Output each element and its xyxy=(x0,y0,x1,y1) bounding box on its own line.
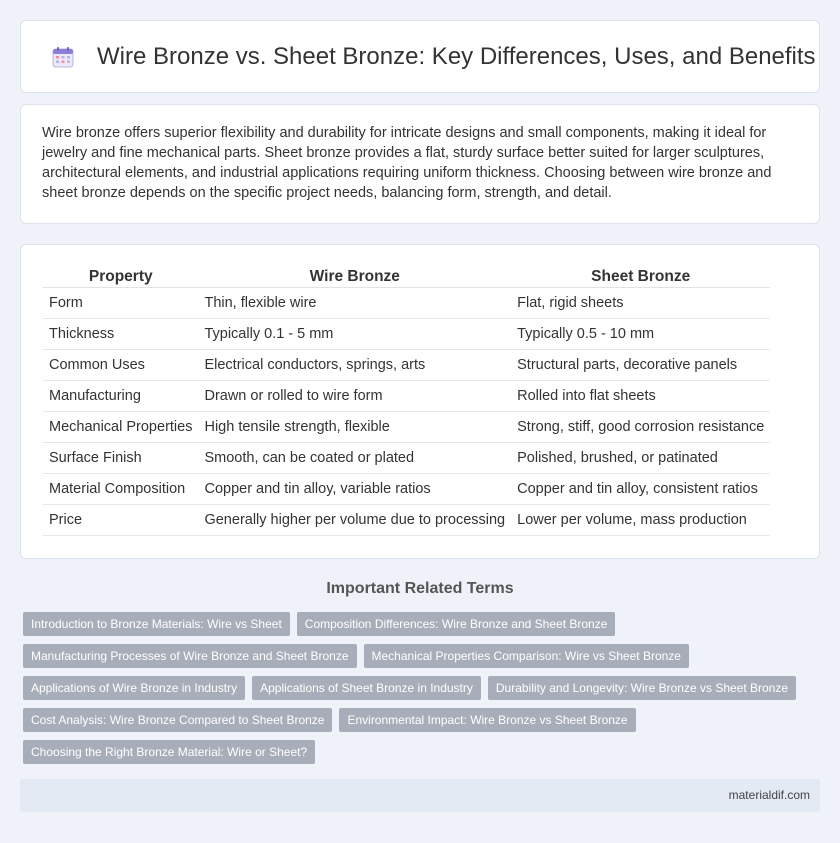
comparison-table xyxy=(43,266,770,536)
sheet-bronze-cell: Rolled into flat sheets xyxy=(511,381,770,412)
related-term-tag[interactable]: Mechanical Properties Comparison: Wire vs Sheet Bronze xyxy=(364,644,689,668)
wire-bronze-cell: Typically 0.1 - 5 mm xyxy=(198,319,511,350)
sheet-bronze-cell: Copper and tin alloy, consistent ratios xyxy=(511,474,770,505)
sheet-bronze-cell: Flat, rigid sheets xyxy=(511,288,770,319)
sheet-bronze-cell: Strong, stiff, good corrosion resistance xyxy=(511,412,770,443)
table-row xyxy=(43,381,770,412)
sheet-bronze-cell: Lower per volume, mass production xyxy=(511,505,770,536)
header-sheet-bronze: Sheet Bronze xyxy=(511,266,770,288)
property-cell: Form xyxy=(43,288,198,319)
footer-bar xyxy=(20,779,820,812)
comparison-table-card xyxy=(20,244,820,559)
related-term-tag[interactable]: Introduction to Bronze Materials: Wire vs Sheet xyxy=(23,612,290,636)
property-cell: Common Uses xyxy=(43,350,198,381)
wire-bronze-cell: Electrical conductors, springs, arts xyxy=(198,350,511,381)
related-term-tag[interactable]: Environmental Impact: Wire Bronze vs Sheet Bronze xyxy=(339,708,635,732)
table-row xyxy=(43,319,770,350)
table-header-row xyxy=(43,266,770,288)
related-term-tag[interactable]: Durability and Longevity: Wire Bronze vs Sheet Bronze xyxy=(488,676,796,700)
related-terms-heading: Important Related Terms xyxy=(326,580,514,597)
related-term-tag[interactable]: Cost Analysis: Wire Bronze Compared to Sheet Bronze xyxy=(23,708,332,732)
wire-bronze-cell: Drawn or rolled to wire form xyxy=(198,381,511,412)
related-term-tag[interactable]: Manufacturing Processes of Wire Bronze and Sheet Bronze xyxy=(23,644,357,668)
wire-bronze-cell: Copper and tin alloy, variable ratios xyxy=(198,474,511,505)
related-term-tag[interactable]: Choosing the Right Bronze Material: Wire or Sheet? xyxy=(23,740,315,764)
sheet-bronze-cell: Polished, brushed, or patinated xyxy=(511,443,770,474)
property-cell: Manufacturing xyxy=(43,381,198,412)
property-cell: Surface Finish xyxy=(43,443,198,474)
related-term-tag[interactable]: Composition Differences: Wire Bronze and Sheet Bronze xyxy=(297,612,616,636)
footer-site-name: materialdif.com xyxy=(728,788,810,802)
sheet-bronze-cell: Structural parts, decorative panels xyxy=(511,350,770,381)
table-row xyxy=(43,474,770,505)
related-term-tag[interactable]: Applications of Sheet Bronze in Industry xyxy=(252,676,481,700)
header-card xyxy=(20,20,820,93)
wire-bronze-cell: High tensile strength, flexible xyxy=(198,412,511,443)
page-title: Wire Bronze vs. Sheet Bronze: Key Differences, Uses, and Benefits xyxy=(97,42,816,70)
table-row xyxy=(43,412,770,443)
related-term-tag[interactable]: Applications of Wire Bronze in Industry xyxy=(23,676,245,700)
table-row xyxy=(43,443,770,474)
summary-paragraph: Wire bronze offers superior flexibility and durability for intricate designs and small components, making it ideal for jewelry and fine mechanical parts. Sheet bronze provides a flat, sturdy surface better suited for larger sculptures, architectural elements, and industrial applications requiring uniform thickness. Choosing between wire bronze and sheet bronze depends on the specific project needs, balancing form, strength, and detail. xyxy=(42,125,772,201)
wire-bronze-cell: Generally higher per volume due to processing xyxy=(198,505,511,536)
property-cell: Thickness xyxy=(43,319,198,350)
related-terms-list xyxy=(23,612,813,764)
table-row xyxy=(43,350,770,381)
wire-bronze-cell: Thin, flexible wire xyxy=(198,288,511,319)
sheet-bronze-cell: Typically 0.5 - 10 mm xyxy=(511,319,770,350)
summary-card xyxy=(20,104,820,224)
header-wire-bronze: Wire Bronze xyxy=(198,266,511,288)
property-cell: Price xyxy=(43,505,198,536)
calendar-icon xyxy=(51,45,75,69)
table-row xyxy=(43,505,770,536)
property-cell: Material Composition xyxy=(43,474,198,505)
header-property: Property xyxy=(43,266,198,288)
table-row xyxy=(43,288,770,319)
wire-bronze-cell: Smooth, can be coated or plated xyxy=(198,443,511,474)
property-cell: Mechanical Properties xyxy=(43,412,198,443)
